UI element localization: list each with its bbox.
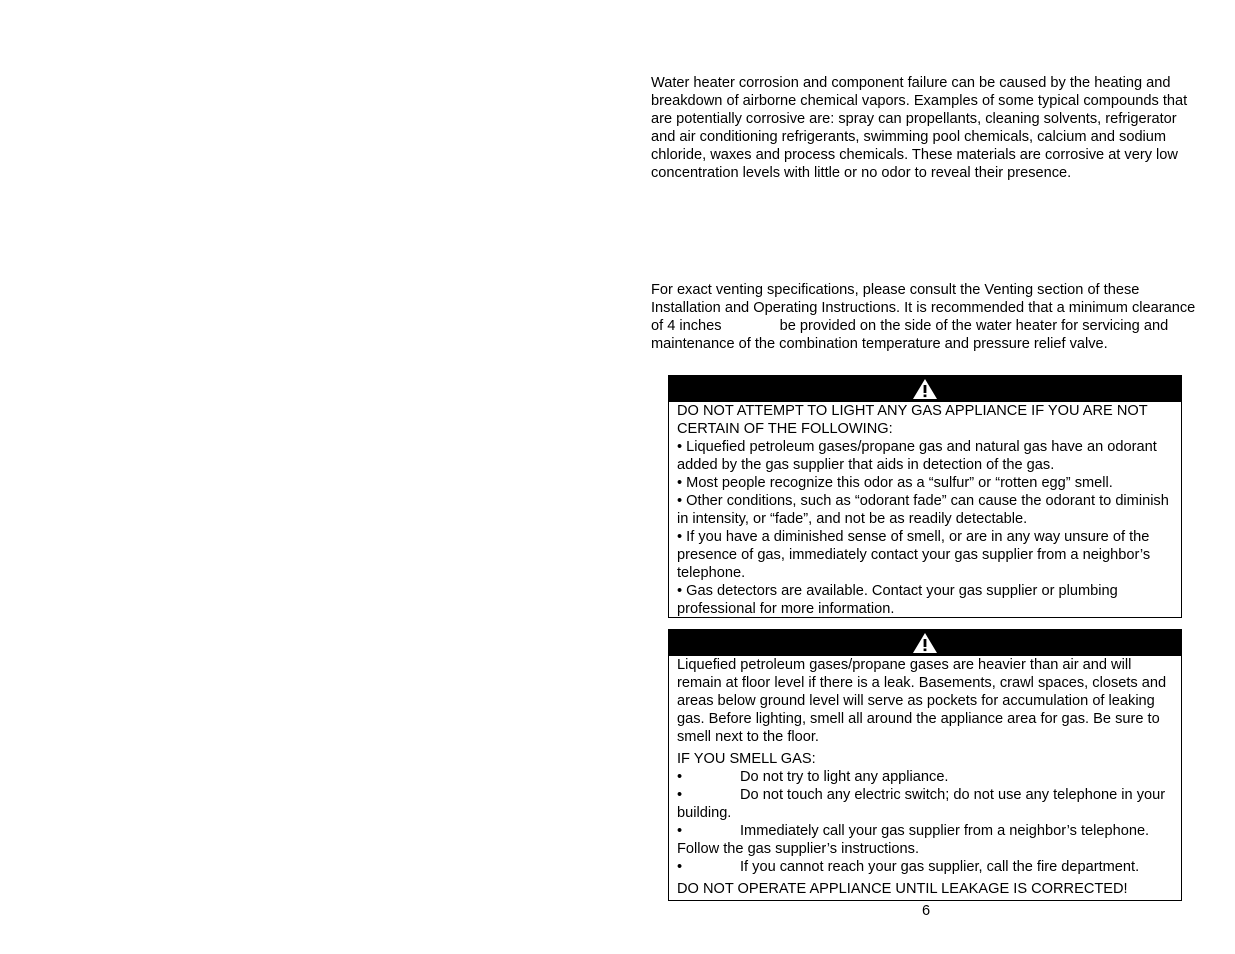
bullet: • [677,769,683,785]
page-number: 6 [921,903,931,919]
warning-intro: Liquefied petroleum gases/propane gases are heavier than air and will remain at floor level if there is a leak. Basements, crawl spaces, closets and areas below ground level will serve as pockets for accumulation of leaking gas. Before lighting, smell all around the appliance area for gas. Be sure to smell next to the floor. [677,657,1167,745]
list-item: • Most people recognize this odor as a “sulfur” or “rotten egg” smell. [677,475,1113,491]
venting-text-before: For exact venting specifications, please consult the Venting section of these Installation and Operating Instructions. It is recommended that a minimum clearance of 4 inches [651,282,1196,334]
warning-intro: DO NOT ATTEMPT TO LIGHT ANY GAS APPLIANCE IF YOU ARE NOT CERTAIN OF THE FOLLOWING: [677,403,1148,437]
list-item: • Other conditions, such as “odorant fade” can cause the odorant to diminish in intensity, or “fade”, and not be as readily detectable. [677,493,1169,527]
list-item-text: Do not touch any electric switch; do not use any telephone in your building. [677,787,1166,821]
venting-text-after: be provided on the side of the water heater for servicing and maintenance of the combination temperature and pressure relief valve. [651,318,1169,352]
warning-closing: DO NOT OPERATE APPLIANCE UNTIL LEAKAGE IS CORRECTED! [677,881,1128,897]
list-item [677,768,1173,786]
bullet: • [677,823,683,839]
warning-box-smell-gas [668,629,1182,901]
warning-banner [669,630,1181,656]
list-item-text: Immediately call your gas supplier from a neighbor’s telephone. Follow the gas supplier’s instructions. [677,823,1150,857]
list-item-text: If you cannot reach your gas supplier, call the fire department. [740,859,1140,875]
warning-banner [669,376,1181,402]
warning-triangle-icon [912,378,938,400]
bullet: • [677,787,683,803]
bullet: • [677,859,683,875]
list-item [677,822,1173,858]
list-item [677,786,1173,822]
list-item: • Liquefied petroleum gases/propane gas and natural gas have an odorant added by the gas supplier that aids in detection of the gas. [677,439,1157,473]
warning-triangle-icon [912,632,938,654]
smell-gas-heading: IF YOU SMELL GAS: [677,751,816,767]
list-item-text: Do not try to light any appliance. [740,769,949,785]
list-item: • If you have a diminished sense of smell, or are in any way unsure of the presence of gas, immediately contact your gas supplier from a neighbor’s telephone. [677,529,1151,581]
venting-paragraph [651,281,1201,353]
warning-box-light-gas [668,375,1182,618]
corrosion-paragraph: Water heater corrosion and component failure can be caused by the heating and breakdown of airborne chemical vapors. Examples of some typical compounds that are potentially corrosive are: spray can propellants, cleaning solvents, refrigerator and air conditioning refrigerants, swimming pool chemicals, calcium and sodium chloride, waxes and process chemicals. These materials are corrosive at very low concentration levels with little or no odor to reveal their presence. [651,75,1188,181]
list-item: • Gas detectors are available. Contact your gas supplier or plumbing professional for more information. [677,583,1118,617]
list-item [677,858,1173,876]
